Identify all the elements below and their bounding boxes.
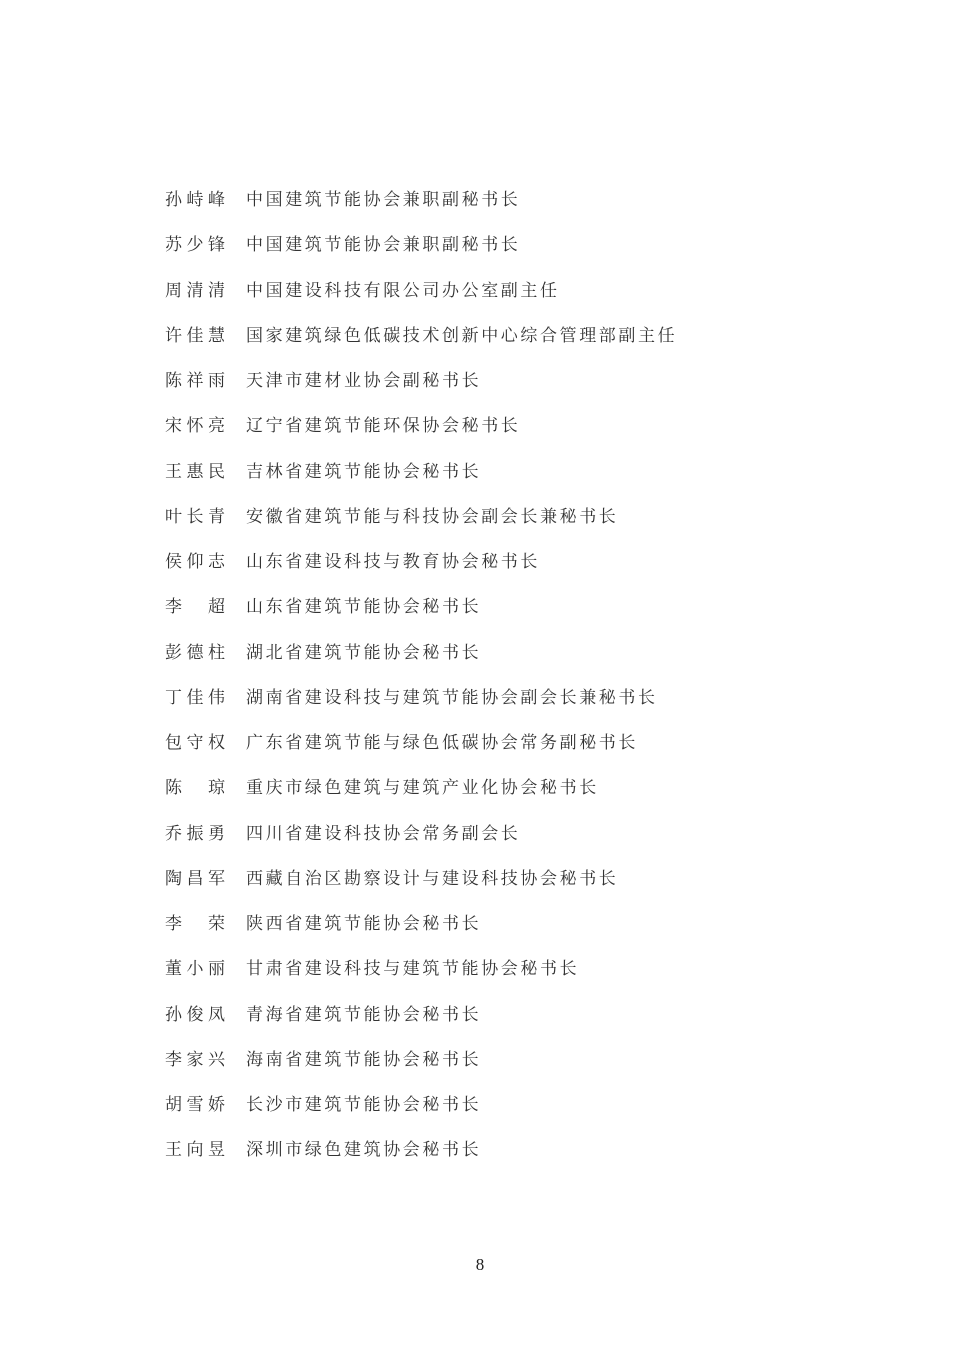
person-title: 中国建筑节能协会兼职副秘书长 (246, 190, 521, 210)
person-name: 彭德柱 (165, 642, 230, 662)
person-title: 吉林省建筑节能协会秘书长 (246, 461, 482, 481)
roster-entry (165, 1035, 677, 1080)
person-title: 深圳市绿色建筑协会秘书长 (246, 1140, 482, 1160)
person-name: 许佳慧 (165, 325, 230, 345)
person-name: 叶长青 (165, 506, 230, 526)
roster-entry (165, 944, 677, 989)
person-title: 重庆市绿色建筑与建筑产业化协会秘书长 (246, 778, 599, 798)
roster-entry (165, 673, 677, 718)
person-title: 海南省建筑节能协会秘书长 (246, 1049, 482, 1069)
person-title: 湖南省建设科技与建筑节能协会副会长兼秘书长 (246, 687, 658, 707)
person-name: 胡雪娇 (165, 1095, 230, 1115)
roster-entry (165, 854, 677, 899)
roster-list (165, 175, 677, 1171)
person-name: 乔振勇 (165, 823, 230, 843)
person-title: 山东省建筑节能协会秘书长 (246, 597, 482, 617)
person-title: 辽宁省建筑节能环保协会秘书长 (246, 416, 521, 436)
roster-entry (165, 537, 677, 582)
person-name: 李 超 (165, 597, 230, 617)
person-name: 孙俊凤 (165, 1004, 230, 1024)
person-name: 王向昱 (165, 1140, 230, 1160)
person-name: 陈祥雨 (165, 371, 230, 391)
person-name: 董小丽 (165, 959, 230, 979)
roster-entry (165, 582, 677, 627)
roster-entry (165, 809, 677, 854)
person-title: 四川省建设科技协会常务副会长 (246, 823, 521, 843)
roster-entry (165, 266, 677, 311)
person-name: 陶昌军 (165, 868, 230, 888)
person-name: 周清清 (165, 280, 230, 300)
roster-entry (165, 401, 677, 446)
roster-entry (165, 220, 677, 265)
person-title: 陕西省建筑节能协会秘书长 (246, 914, 482, 934)
person-name: 李 荣 (165, 914, 230, 934)
person-title: 国家建筑绿色低碳技术创新中心综合管理部副主任 (246, 325, 678, 345)
roster-entry (165, 1125, 677, 1170)
person-name: 李家兴 (165, 1049, 230, 1069)
person-title: 甘肃省建设科技与建筑节能协会秘书长 (246, 959, 580, 979)
roster-entry (165, 628, 677, 673)
roster-entry (165, 447, 677, 492)
roster-entry (165, 356, 677, 401)
person-title: 湖北省建筑节能协会秘书长 (246, 642, 482, 662)
person-name: 丁佳伟 (165, 687, 230, 707)
person-title: 长沙市建筑节能协会秘书长 (246, 1095, 482, 1115)
page-number: 8 (475, 1255, 485, 1274)
person-name: 王惠民 (165, 461, 230, 481)
roster-entry (165, 763, 677, 808)
person-title: 中国建筑节能协会兼职副秘书长 (246, 235, 521, 255)
roster-entry (165, 492, 677, 537)
person-name: 包守权 (165, 733, 230, 753)
person-title: 山东省建设科技与教育协会秘书长 (246, 552, 540, 572)
roster-entry (165, 1080, 677, 1125)
person-title: 西藏自治区勘察设计与建设科技协会秘书长 (246, 868, 619, 888)
roster-entry (165, 718, 677, 763)
person-title: 中国建设科技有限公司办公室副主任 (246, 280, 560, 300)
person-name: 孙峙峰 (165, 190, 230, 210)
person-name: 陈 琼 (165, 778, 230, 798)
person-title: 天津市建材业协会副秘书长 (246, 371, 482, 391)
person-title: 广东省建筑节能与绿色低碳协会常务副秘书长 (246, 733, 638, 753)
person-title: 安徽省建筑节能与科技协会副会长兼秘书长 (246, 506, 619, 526)
roster-entry (165, 990, 677, 1035)
roster-entry (165, 175, 677, 220)
person-title: 青海省建筑节能协会秘书长 (246, 1004, 482, 1024)
person-name: 宋怀亮 (165, 416, 230, 436)
roster-entry (165, 899, 677, 944)
roster-entry (165, 311, 677, 356)
person-name: 侯仰志 (165, 552, 230, 572)
person-name: 苏少锋 (165, 235, 230, 255)
